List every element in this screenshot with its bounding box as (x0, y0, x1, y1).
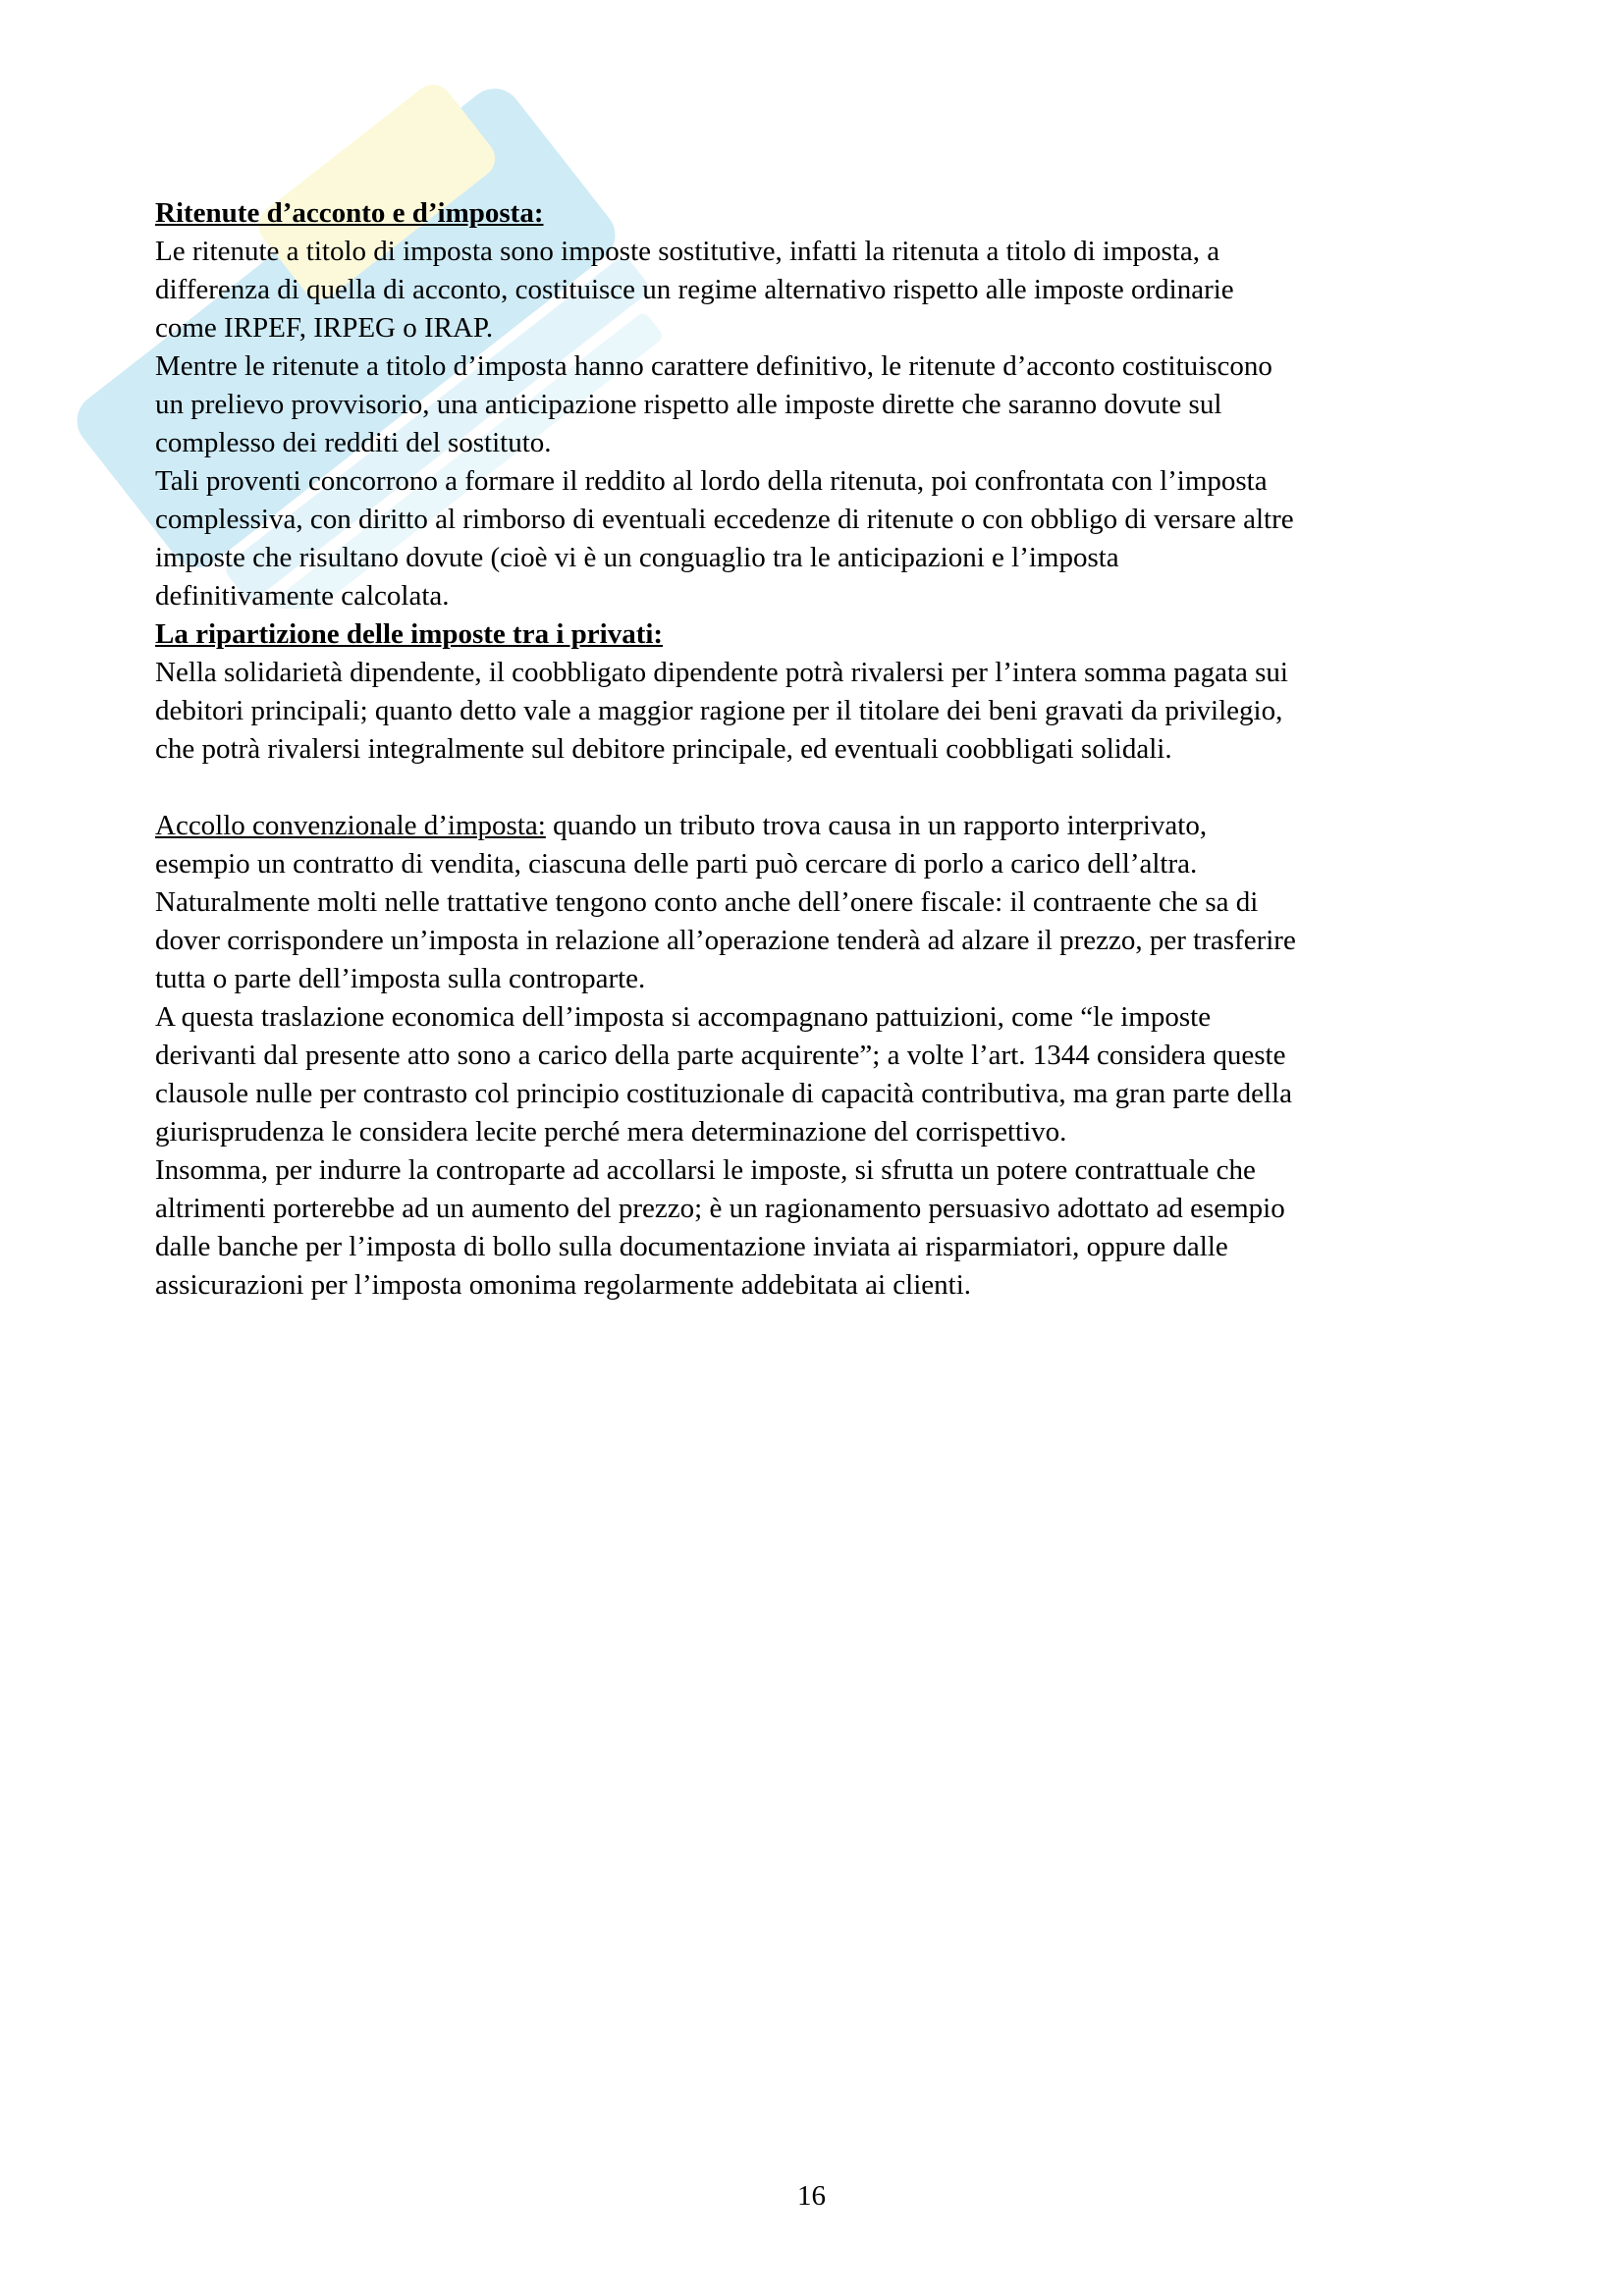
section-heading-ritenute: Ritenute d’acconto e d’imposta: (155, 197, 544, 229)
paragraph-line: Tali proventi concorrono a formare il reddito al lordo della ritenuta, poi confrontata con l’imposta (155, 465, 1268, 497)
paragraph-line: Naturalmente molti nelle trattative tengono conto anche dell’onere fiscale: il contraente che sa di (155, 886, 1259, 918)
paragraph-line: esempio un contratto di vendita, ciascuna delle parti può cercare di porlo a carico dell’altra. (155, 848, 1198, 880)
main-text (155, 194, 1490, 1305)
paragraph-line: derivanti dal presente atto sono a carico della parte acquirente”; a volte l’art. 1344 considera queste (155, 1040, 1286, 1071)
paragraph-line: come IRPEF, IRPEG o IRAP. (155, 312, 494, 344)
paragraph-line: dalle banche per l’imposta di bollo sulla documentazione inviata ai risparmiatori, oppure dalle (155, 1231, 1228, 1262)
paragraph-line: dover corrispondere un’imposta in relazione all’operazione tenderà ad alzare il prezzo, per trasferire (155, 925, 1296, 956)
section-label-accollo: Accollo convenzionale d’imposta: (155, 810, 546, 841)
paragraph-line: che potrà rivalersi integralmente sul debitore principale, ed eventuali coobbligati solidali. (155, 733, 1172, 765)
paragraph-line: clausole nulle per contrasto col principio costituzionale di capacità contributiva, ma gran parte della (155, 1078, 1292, 1109)
paragraph-line: Mentre le ritenute a titolo d’imposta hanno carattere definitivo, le ritenute d’acconto costituiscono (155, 350, 1272, 382)
section-label-rest: quando un tributo trova causa in un rapporto interprivato, (545, 810, 1208, 841)
paragraph-line: Nella solidarietà dipendente, il coobbligato dipendente potrà rivalersi per l’intera somma pagata sui (155, 657, 1288, 688)
paragraph-line: assicurazioni per l’imposta omonima regolarmente addebitata ai clienti. (155, 1269, 972, 1301)
paragraph-line (155, 807, 1490, 845)
paragraph-line: un prelievo provvisorio, una anticipazione rispetto alle imposte dirette che saranno dovute sul (155, 389, 1222, 420)
paragraph-line: giurisprudenza le considera lecite perché mera determinazione del corrispettivo. (155, 1116, 1067, 1148)
section-heading-ripartizione: La ripartizione delle imposte tra i privati: (155, 618, 664, 650)
paragraph-line: complesso dei redditi del sostituto. (155, 427, 552, 458)
paragraph-line: complessiva, con diritto al rimborso di eventuali eccedenze di ritenute o con obbligo di versare altre (155, 504, 1294, 535)
paragraph-line: differenza di quella di acconto, costituisce un regime alternativo rispetto alle imposte ordinarie (155, 274, 1234, 305)
paragraph-gap (155, 769, 1490, 807)
paragraph-line: Insomma, per indurre la controparte ad accollarsi le imposte, si sfrutta un potere contrattuale che (155, 1154, 1256, 1186)
paragraph-line: definitivamente calcolata. (155, 580, 450, 612)
paragraph-line: altrimenti porterebbe ad un aumento del prezzo; è un ragionamento persuasivo adottato ad esempio (155, 1193, 1285, 1224)
paragraph-line: imposte che risultano dovute (cioè vi è un conguaglio tra le anticipazioni e l’imposta (155, 542, 1119, 573)
paragraph-line: Le ritenute a titolo di imposta sono imposte sostitutive, infatti la ritenuta a titolo di imposta, a (155, 236, 1220, 267)
paragraph-line: debitori principali; quanto detto vale a maggior ragione per il titolare dei beni gravati da privilegio, (155, 695, 1283, 726)
page-number: 16 (797, 2180, 826, 2212)
paragraph-line: A questa traslazione economica dell’imposta si accompagnano pattuizioni, come “le imposte (155, 1001, 1212, 1033)
paragraph-line: tutta o parte dell’imposta sulla controparte. (155, 963, 646, 994)
